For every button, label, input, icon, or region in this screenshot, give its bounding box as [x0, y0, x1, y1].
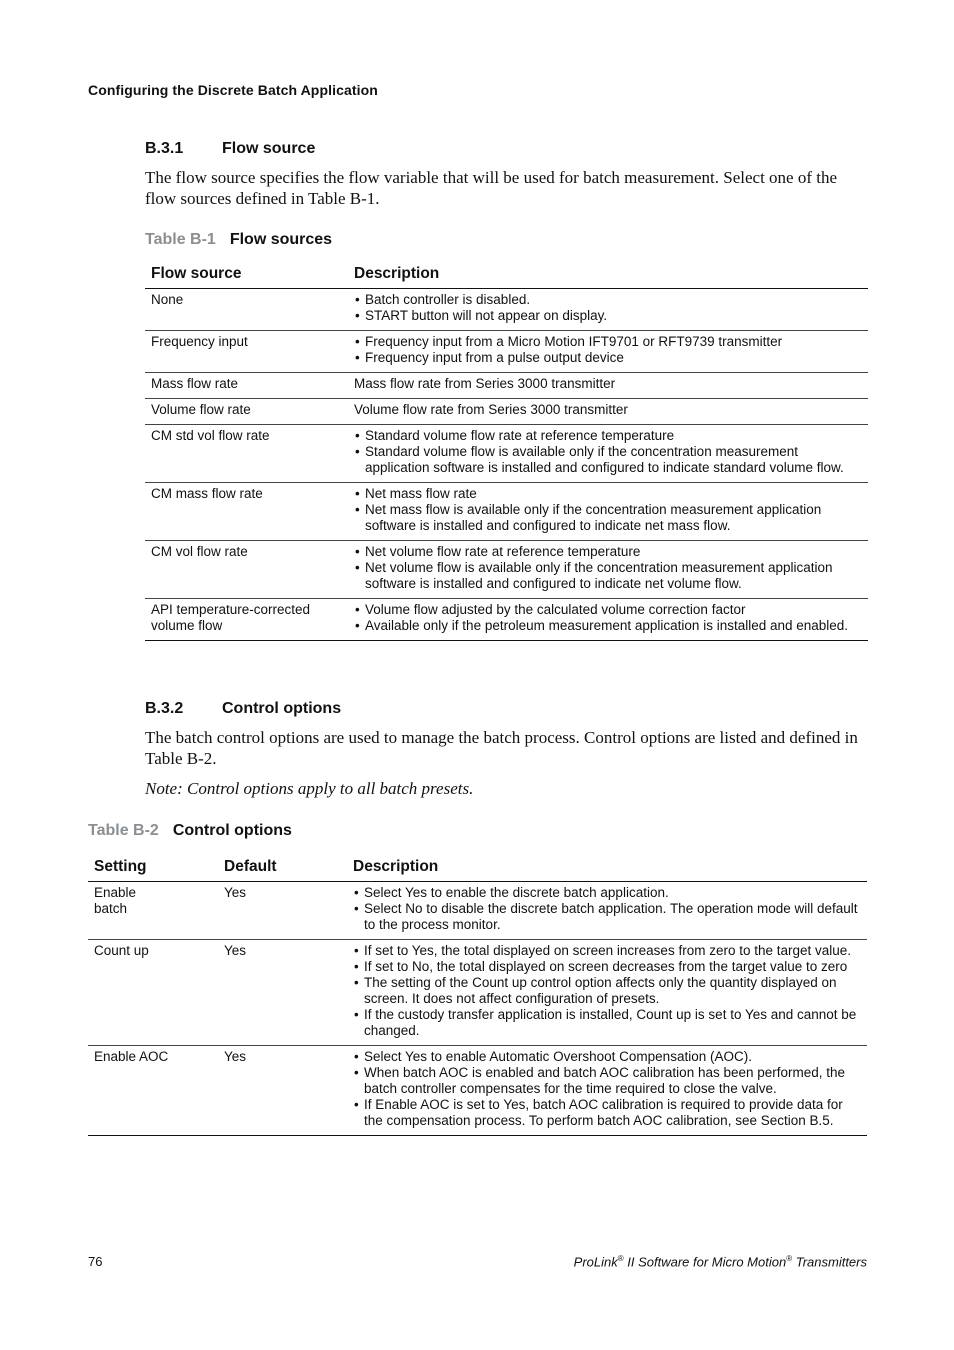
flow-source-cell: Mass flow rate	[145, 373, 348, 399]
column-header: Setting	[88, 851, 218, 882]
description-cell	[348, 425, 868, 483]
flow-source-cell: Frequency input	[145, 331, 348, 373]
description-cell	[347, 1046, 867, 1136]
description-cell	[347, 940, 867, 1046]
flow-source-cell: None	[145, 289, 348, 331]
bullet-item: • If set to No, the total displayed on screen decreases from the target value to zero	[353, 959, 861, 975]
footer-title-part: II Software for Micro Motion	[623, 1254, 787, 1270]
table-row	[145, 425, 868, 483]
flow-source-paragraph: The flow source specifies the flow variable that will be used for batch measurement. Select one of the flow sources defined in Table B-1.	[145, 168, 838, 208]
table-caption-control-options	[88, 822, 292, 840]
description-cell	[348, 599, 868, 641]
bullet-item: • Standard volume flow rate at reference temperature	[354, 428, 862, 444]
table-row	[145, 331, 868, 373]
registered-mark: ®	[786, 1254, 793, 1263]
bullet-list	[353, 1049, 861, 1129]
flow-source-cell: CM vol flow rate	[145, 541, 348, 599]
section-number: B.3.1	[145, 140, 184, 157]
section-heading-flow-source	[145, 140, 315, 158]
setting-cell: Count up	[88, 940, 218, 1046]
column-header: Flow source	[145, 258, 348, 289]
flow-sources-table	[145, 258, 868, 641]
footer-title	[574, 1254, 867, 1269]
column-header: Description	[347, 851, 867, 882]
bullet-item: • If Enable AOC is set to Yes, batch AOC calibration is required to provide data for the compensation process. To perform batch AOC calibration, see Section B.5.	[353, 1097, 861, 1129]
description-cell: Volume flow rate from Series 3000 transmitter	[348, 399, 868, 425]
control-options-paragraph: The batch control options are used to manage the batch process. Control options are listed and defined in Table B-2.	[145, 728, 858, 768]
bullet-item: • Net volume flow is available only if the concentration measurement application software is installed and configured to indicate net volume flow.	[354, 560, 862, 592]
bullet-item: • Net mass flow rate	[354, 486, 862, 502]
bullet-item: • Volume flow adjusted by the calculated volume correction factor	[354, 602, 862, 618]
section-title: Flow source	[222, 140, 316, 157]
table-row	[88, 940, 867, 1046]
default-cell: Yes	[218, 882, 347, 940]
flow-source-cell: Volume flow rate	[145, 399, 348, 425]
column-header: Default	[218, 851, 347, 882]
description-cell: Mass flow rate from Series 3000 transmitter	[348, 373, 868, 399]
table-title: Control options	[172, 822, 292, 839]
table-row	[88, 882, 867, 940]
control-options-note: Note: Control options apply to all batch presets.	[145, 779, 474, 798]
bullet-list	[354, 602, 862, 634]
control-options-table	[88, 851, 867, 1136]
bullet-item: • When batch AOC is enabled and batch AOC calibration has been performed, the batch controller compensates for the time required to close the valve.	[353, 1065, 861, 1097]
table-label: Table B-1	[145, 231, 216, 248]
bullet-item: • The setting of the Count up control option affects only the quantity displayed on screen. It does not affect configuration of presets.	[353, 975, 861, 1007]
table-row	[145, 289, 868, 331]
setting-cell: Enable AOC	[88, 1046, 218, 1136]
bullet-item: • Select No to disable the discrete batch application. The operation mode will default to the process monitor.	[353, 901, 861, 933]
section-title: Control options	[222, 700, 342, 717]
running-head: Configuring the Discrete Batch Application	[88, 82, 378, 98]
bullet-item: • Net mass flow is available only if the concentration measurement application software is installed and configured to indicate net mass flow.	[354, 502, 862, 534]
description-cell	[348, 331, 868, 373]
bullet-item: • Batch controller is disabled.	[354, 292, 862, 308]
default-cell: Yes	[218, 1046, 347, 1136]
table-row	[88, 1046, 867, 1136]
page-number: 76	[88, 1254, 103, 1269]
setting-cell: Enable batch	[88, 882, 218, 940]
bullet-list	[354, 428, 862, 476]
table-row	[145, 483, 868, 541]
bullet-item: • Frequency input from a pulse output device	[354, 350, 862, 366]
table-header-row	[145, 258, 868, 289]
bullet-item: • Frequency input from a Micro Motion IFT9701 or RFT9739 transmitter	[354, 334, 862, 350]
description-cell	[347, 882, 867, 940]
footer-title-part: ProLink	[573, 1254, 618, 1270]
table-row	[145, 541, 868, 599]
bullet-item: • If the custody transfer application is installed, Count up is set to Yes and cannot be changed.	[353, 1007, 861, 1039]
default-cell: Yes	[218, 940, 347, 1046]
flow-source-cell: CM std vol flow rate	[145, 425, 348, 483]
table-row	[145, 599, 868, 641]
registered-mark: ®	[617, 1254, 624, 1263]
bullet-item: • Select Yes to enable Automatic Overshoot Compensation (AOC).	[353, 1049, 861, 1065]
description-cell	[348, 289, 868, 331]
section-heading-control-options	[145, 700, 341, 718]
bullet-list	[353, 885, 861, 933]
bullet-item: • Select Yes to enable the discrete batch application.	[353, 885, 861, 901]
bullet-list	[353, 943, 861, 1039]
table-row	[145, 399, 868, 425]
table-header-row	[88, 851, 867, 882]
bullet-item: • Standard volume flow is available only if the concentration measurement application software is installed and configured to indicate standard volume flow.	[354, 444, 862, 476]
footer-title-part: Transmitters	[792, 1254, 867, 1270]
bullet-item: • START button will not appear on display.	[354, 308, 862, 324]
bullet-item: • If set to Yes, the total displayed on screen increases from zero to the target value.	[353, 943, 861, 959]
flow-source-cell: API temperature-corrected volume flow	[145, 599, 348, 641]
table-row	[145, 373, 868, 399]
section-number: B.3.2	[145, 700, 184, 717]
description-cell	[348, 541, 868, 599]
column-header: Description	[348, 258, 868, 289]
description-cell	[348, 483, 868, 541]
bullet-list	[354, 486, 862, 534]
table-label: Table B-2	[88, 822, 159, 839]
flow-source-cell: CM mass flow rate	[145, 483, 348, 541]
bullet-list	[354, 292, 862, 324]
bullet-list	[354, 334, 862, 366]
bullet-item: • Net volume flow rate at reference temperature	[354, 544, 862, 560]
bullet-list	[354, 544, 862, 592]
bullet-item: • Available only if the petroleum measurement application is installed and enabled.	[354, 618, 862, 634]
table-title: Flow sources	[229, 231, 333, 248]
table-caption-flow-sources	[145, 231, 332, 249]
